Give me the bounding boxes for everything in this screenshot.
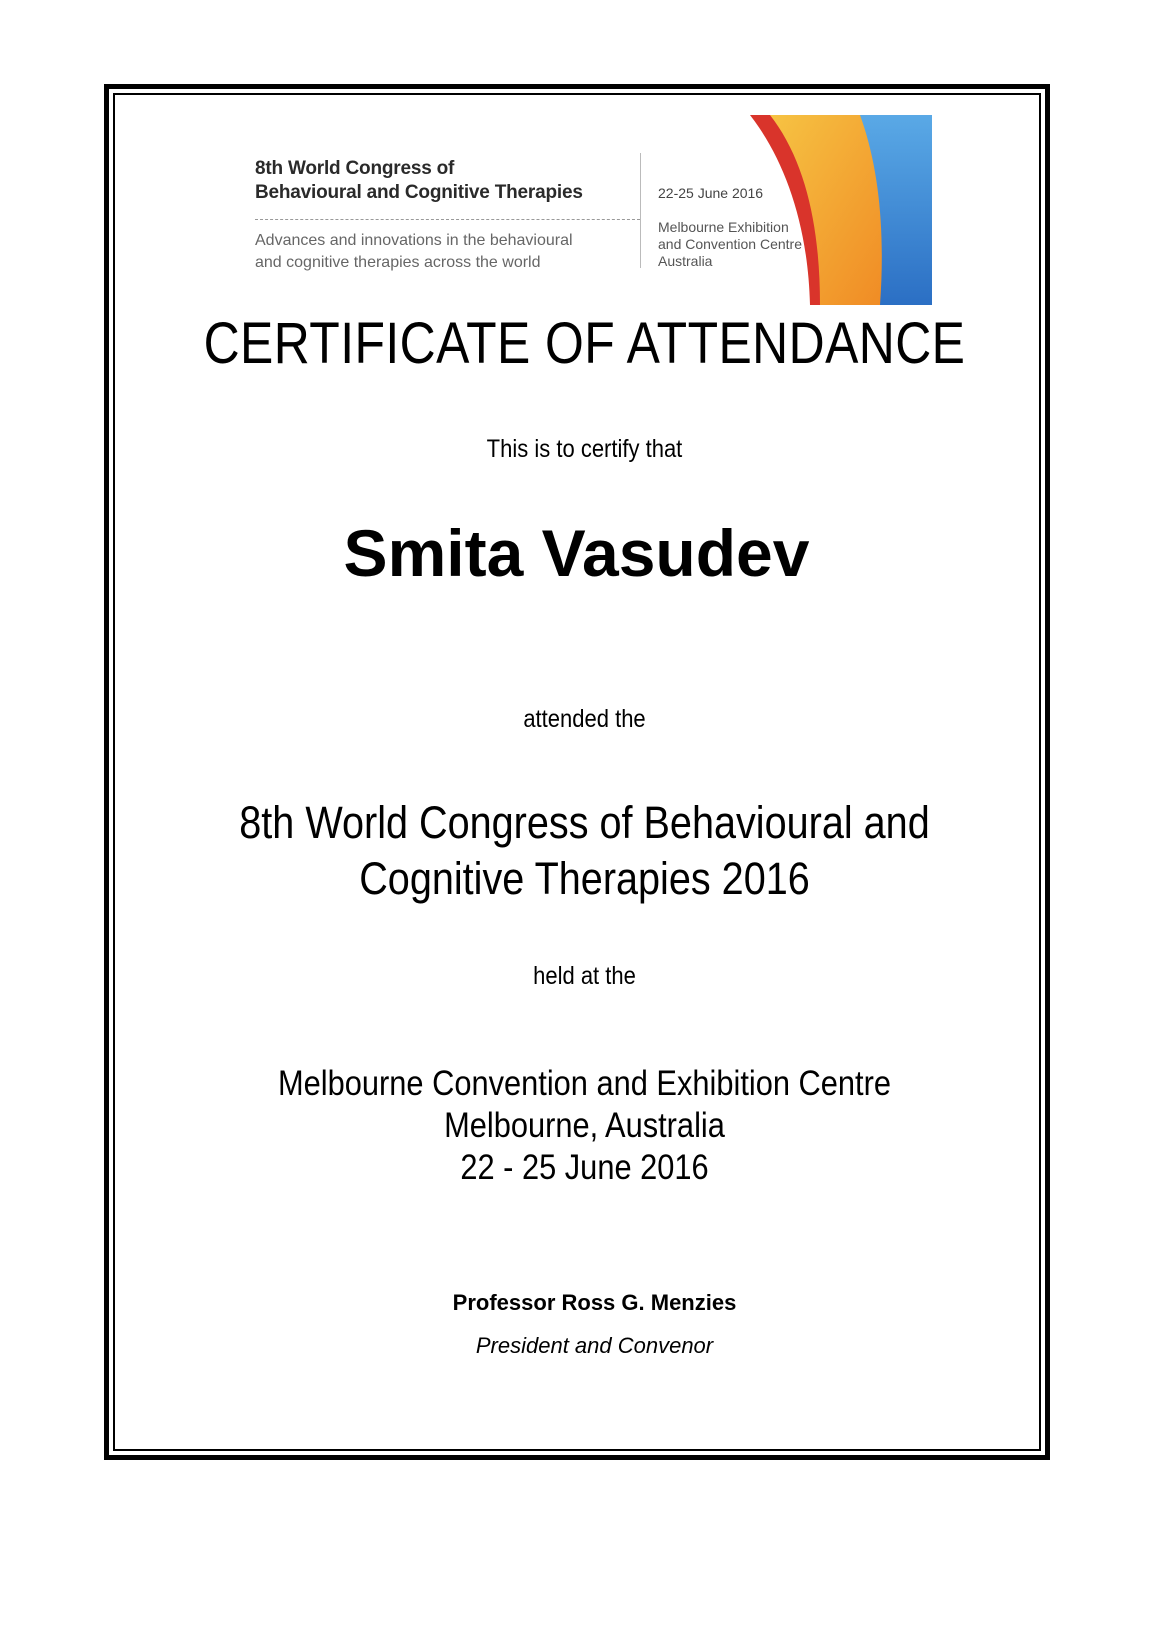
banner-venue-line2: and Convention Centre: [658, 236, 802, 252]
banner-title-line1: 8th World Congress of: [255, 158, 455, 179]
banner-subtitle-line2: and cognitive therapies across the world: [255, 254, 541, 271]
banner-subtitle-line1: Advances and innovations in the behavioural: [255, 232, 573, 249]
banner-venue-line1: Melbourne Exhibition: [658, 219, 789, 235]
venue-line1: Melbourne Convention and Exhibition Centre: [278, 1064, 891, 1103]
banner-venue-line3: Australia: [658, 253, 713, 269]
congress-name: [70, 795, 1099, 907]
venue-line3: 22 - 25 June 2016: [460, 1148, 709, 1187]
banner-date: 22-25 June 2016: [658, 185, 764, 201]
recipient-name: Smita Vasudev: [343, 516, 810, 590]
signer-name: Professor Ross G. Menzies: [452, 1290, 737, 1315]
banner-horizontal-divider: [255, 219, 640, 220]
congress-banner: [250, 115, 932, 305]
venue-line2: Melbourne, Australia: [444, 1106, 725, 1145]
banner-title: [255, 157, 583, 205]
certificate-title: CERTIFICATE OF ATTENDANCE: [203, 311, 966, 376]
banner-vertical-divider: [640, 153, 641, 268]
attended-text: attended the: [523, 705, 646, 733]
banner-title-line2: Behavioural and Cognitive Therapies: [255, 182, 583, 203]
held-at-text: held at the: [533, 962, 636, 990]
venue-block: [70, 1063, 1099, 1189]
banner-swoosh-graphic: [750, 115, 932, 305]
banner-subtitle: [255, 230, 573, 274]
congress-name-line1: 8th World Congress of Behavioural and: [239, 797, 930, 848]
congress-name-line2: Cognitive Therapies 2016: [359, 853, 810, 904]
certify-text: This is to certify that: [486, 435, 683, 463]
signer-role: President and Convenor: [475, 1333, 714, 1358]
